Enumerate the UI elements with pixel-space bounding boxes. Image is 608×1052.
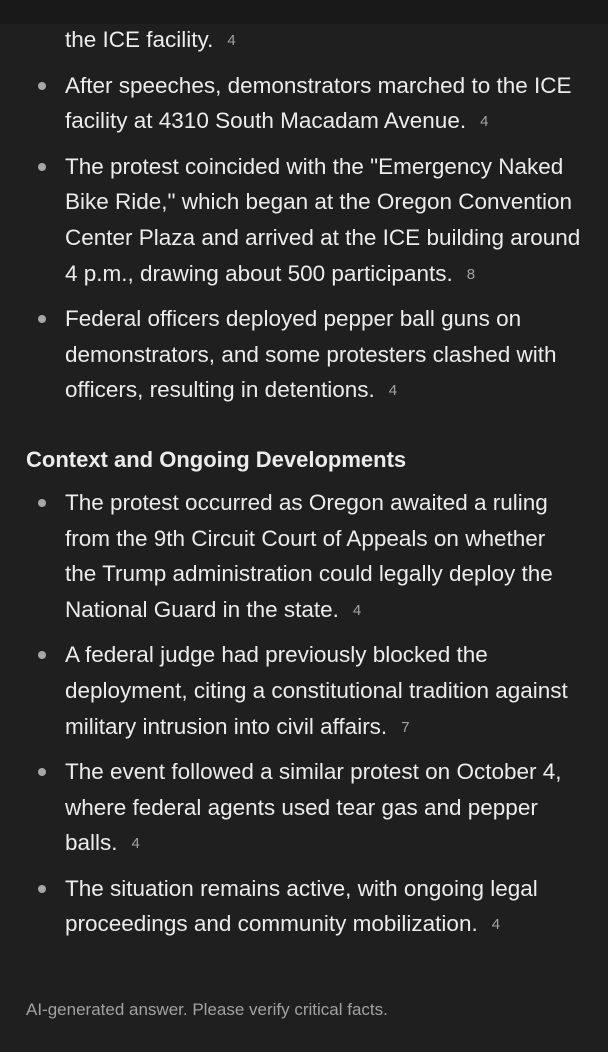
- bullet-dot-icon: [38, 885, 46, 893]
- citation-link[interactable]: 4: [480, 113, 489, 131]
- top-bullet-list: [0, 22, 608, 409]
- bullet-text: The protest occurred as Oregon awaited a ruling from the 9th Circuit Court of Appeals on whether the Trump administration could legally deploy the National Guard in the state.: [65, 489, 553, 622]
- list-item: [0, 301, 608, 409]
- bullet-dot-icon: [38, 82, 46, 90]
- bullet-text: the ICE facility.: [65, 27, 214, 52]
- citation-link[interactable]: 4: [131, 835, 140, 853]
- answer-content: [0, 22, 608, 952]
- bullet-dot-icon: [38, 163, 46, 171]
- list-item: [0, 871, 608, 943]
- list-item: [0, 68, 608, 140]
- citation-link[interactable]: 8: [466, 265, 476, 283]
- list-item: [0, 485, 608, 628]
- list-item: [0, 149, 608, 292]
- bullet-text: After speeches, demonstrators marched to the ICE facility at 4310 South Macadam Avenue.: [65, 72, 572, 134]
- bullet-dot-icon: [38, 651, 46, 659]
- list-item: [0, 22, 608, 59]
- bullet-text: The situation remains active, with ongoing legal proceedings and community mobilization.: [65, 875, 538, 937]
- citation-link[interactable]: 4: [491, 916, 501, 934]
- citation-link[interactable]: 4: [388, 382, 398, 400]
- citation-link[interactable]: 4: [352, 601, 362, 619]
- bullet-text: Federal officers deployed pepper ball guns on demonstrators, and some protesters clashed with officers, resulting in detentions.: [65, 306, 557, 403]
- list-item: [0, 754, 608, 862]
- section-heading: Context and Ongoing Developments: [26, 446, 407, 472]
- bullet-dot-icon: [38, 768, 46, 776]
- bullet-text: A federal judge had previously blocked the deployment, citing a constitutional tradition against military intrusion into civil affairs.: [65, 642, 568, 739]
- citation-link[interactable]: 4: [227, 32, 236, 49]
- bullet-dot-icon: [38, 499, 46, 507]
- citation-link[interactable]: 7: [401, 718, 410, 736]
- bullet-dot-icon: [38, 315, 46, 323]
- list-item: [0, 637, 608, 745]
- ai-disclaimer: AI-generated answer. Please verify critical facts.: [26, 1000, 388, 1019]
- bullet-text: The protest coincided with the "Emergency Naked Bike Ride," which began at the Oregon Convention Center Plaza and arrived at the ICE building around 4 p.m., drawing about 500 participants.: [65, 153, 581, 286]
- context-bullet-list: [0, 485, 608, 943]
- bullet-text: The event followed a similar protest on October 4, where federal agents used tear gas and pepper balls.: [65, 759, 562, 856]
- top-edge-strip: [0, 0, 608, 24]
